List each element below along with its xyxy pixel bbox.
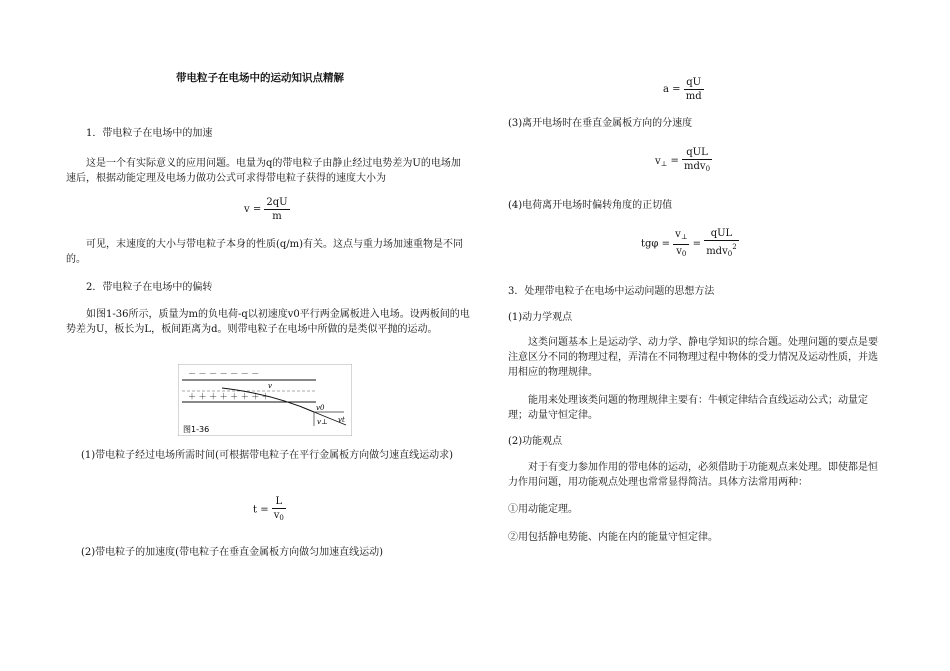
formula-lhs: $v_\perp$ <box>655 155 668 168</box>
label-vperp: v⊥ <box>317 418 328 426</box>
item-3: (3)离开电场时在垂直金属板方向的分速度 <box>508 118 693 129</box>
fraction <box>264 196 289 223</box>
acceleration-formula <box>663 76 704 103</box>
section-2-item-2: (2)带电粒子的加速度(带电粒子在垂直金属板方向做匀加速直线运动) <box>81 547 383 558</box>
fraction-numerator: qUL <box>704 227 738 241</box>
fraction <box>684 76 704 103</box>
formula-lhs: a = <box>663 84 681 95</box>
figure-caption: 图1-36 <box>183 425 210 434</box>
equals-sign: = <box>670 155 679 167</box>
fraction <box>272 495 286 525</box>
figure-1-36 <box>178 364 352 436</box>
formula-lhs: t = <box>253 504 269 516</box>
fraction-denominator: $v_0$ <box>273 510 284 522</box>
deflection-diagram <box>178 364 352 436</box>
section-3-list-item-2: ②用包括静电势能、内能在内的能量守恒定律。 <box>508 532 718 543</box>
fraction <box>682 146 712 176</box>
top-plate-charges: － － － － － － － <box>188 369 260 378</box>
item-4: (4)电荷离开电场时偏转角度的正切值 <box>508 200 673 211</box>
fraction-denominator: md <box>685 91 702 102</box>
label-vt: vt <box>338 416 345 424</box>
fraction-1 <box>673 228 689 261</box>
section-2-heading: 2．带电粒子在电场中的偏转 <box>86 282 213 293</box>
fraction-numerator: qU <box>684 76 704 90</box>
fraction-denominator: m <box>272 211 282 222</box>
fraction-denominator: mdv$_0$ <box>684 161 711 173</box>
fraction-numerator: qUL <box>682 146 712 160</box>
section-2-item-1: (1)带电粒子经过电场所需时间(可根据带电粒子在平行金属板方向做匀速直线运动求) <box>81 450 453 461</box>
section-1-paragraph-2: 可见，末速度的大小与带电粒子本身的性质(q/m)有关。这点与重力场加速重物是不同的。 <box>66 239 464 265</box>
equals-sign: = <box>692 238 701 250</box>
section-3-list-item-1: ①用动能定理。 <box>508 504 578 515</box>
section-3-paragraph-1: 这类问题基本上是运动学、动力学、静电学知识的综合题。处理问题的要点是要注意区分不同的物理过程，弄清在不同物理过程中物体的受力情况及运动性质，并选用相应的物理规律。 <box>508 337 878 378</box>
time-formula <box>253 495 286 525</box>
label-v: v <box>268 382 272 390</box>
fraction-numerator: 2qU <box>266 197 288 208</box>
section-3-subheading-1: (1)动力学观点 <box>508 312 573 323</box>
velocity-formula <box>244 196 290 223</box>
formula-lhs: tgφ = <box>641 238 670 250</box>
section-3-heading: 3．处理带电粒子在电场中运动问题的思想方法 <box>508 286 715 297</box>
fraction-numerator: $v_\perp$ <box>673 228 689 245</box>
section-1-heading: 1．带电粒子在电场中的加速 <box>86 128 213 139</box>
label-v0: v0 <box>316 404 325 412</box>
vperp-formula <box>655 146 712 176</box>
section-1-paragraph-1: 这是一个有实际意义的应用问题。电量为q的带电粒子由静止经过电势差为U的电场加速后，根据动能定理及电场力做功公式可求得带电粒子获得的速度大小为 <box>66 158 461 184</box>
fraction-denominator: $v_0$ <box>676 245 687 258</box>
fraction-numerator: L <box>272 495 286 509</box>
fraction-2 <box>704 227 738 261</box>
tangent-formula <box>641 227 739 261</box>
section-3-subheading-2: (2)功能观点 <box>508 436 563 447</box>
section-3-paragraph-2: 能用来处理该类问题的物理规律主要有：牛顿定律结合直线运动公式；动量定理；动量守恒定律。 <box>508 395 868 421</box>
formula-lhs: v = <box>244 204 262 215</box>
fraction-denominator: mdv$_0^2$ <box>706 243 737 258</box>
section-2-paragraph-1: 如图1-36所示，质量为m的负电荷-q以初速度v0平行两金属板进入电场。设两板间的电势差为U，板长为L，板间距离为d。则带电粒子在电场中所做的是类似平抛的运动。 <box>66 309 470 335</box>
page-title: 带电粒子在电场中的运动知识点精解 <box>176 72 344 84</box>
section-3-paragraph-3: 对于有变力参加作用的带电体的运动，必须借助于功能观点来处理。即使都是恒力作用问题，用功能观点处理也常常显得简洁。具体方法常用两种： <box>508 462 878 488</box>
bottom-plate-charges: ＋ ＋ ＋ ＋ ＋ ＋ ＋ ＋ <box>188 392 270 401</box>
